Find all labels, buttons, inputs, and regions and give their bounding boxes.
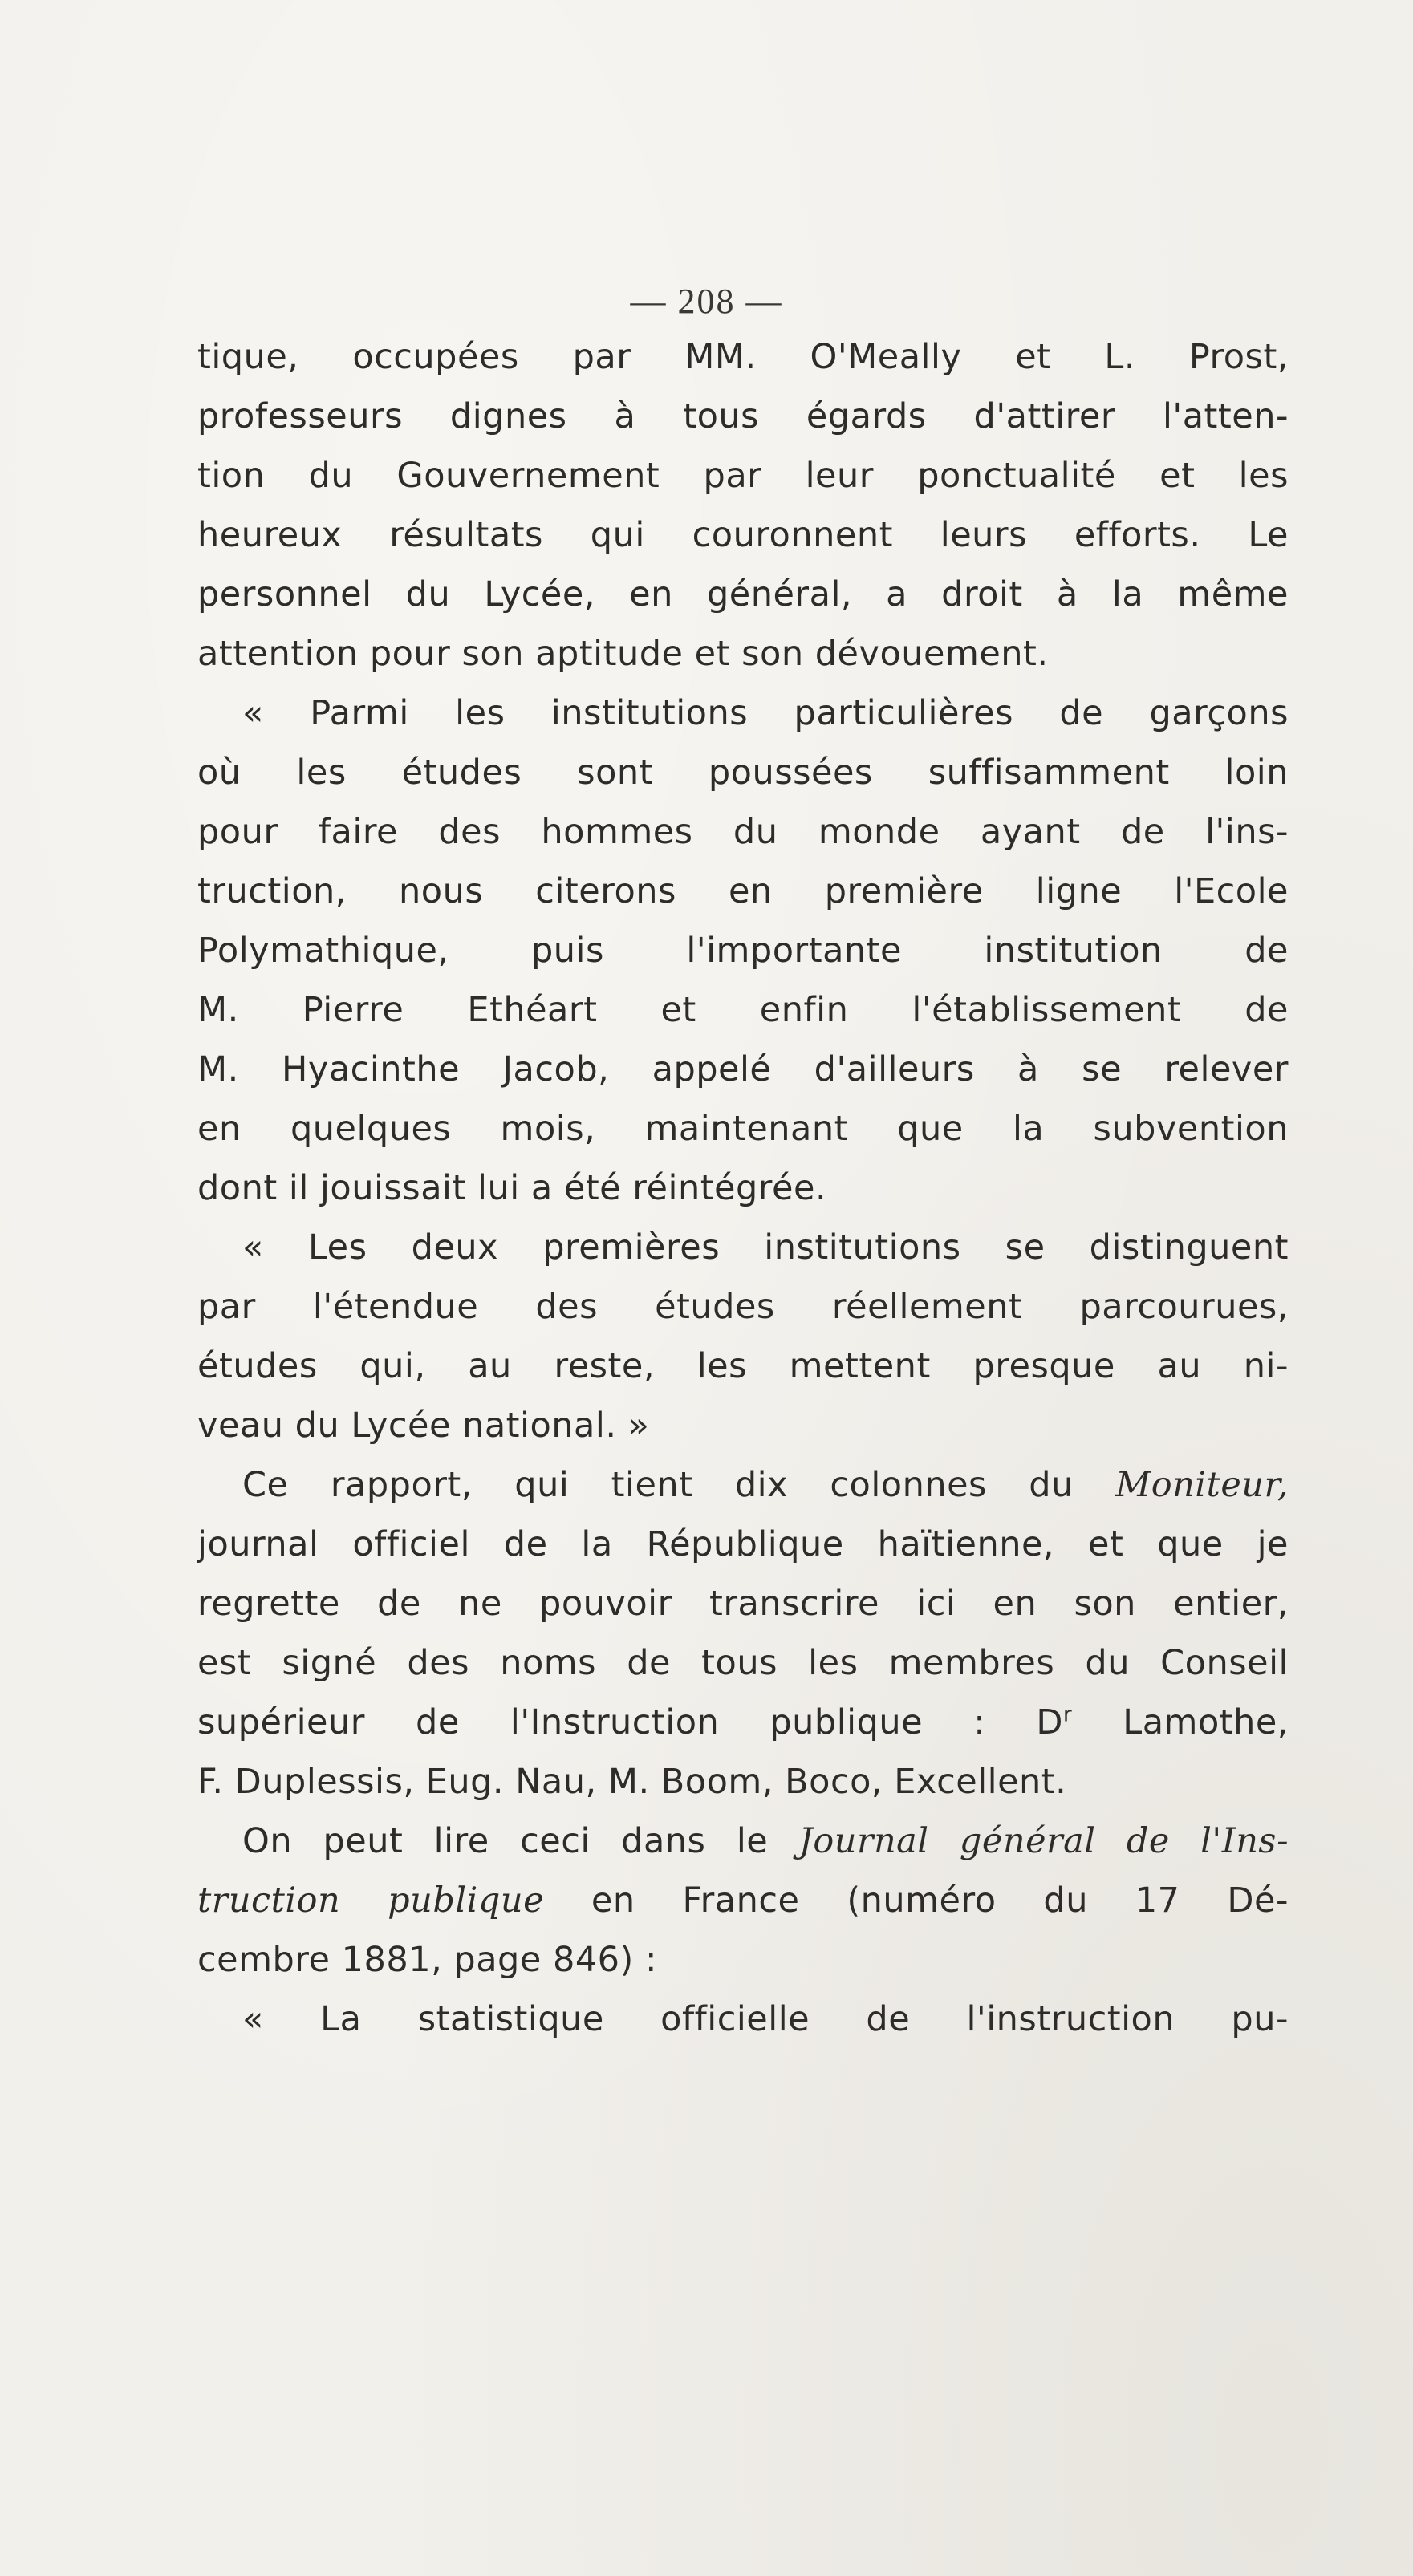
body-text <box>197 327 1289 2049</box>
text-line: études qui, au reste, les mettent presque au ni- <box>197 1346 1289 1386</box>
text-line: attention pour son aptitude et son dévouement. <box>197 634 1049 674</box>
text-line: où les études sont poussées suffisamment loin <box>197 753 1289 793</box>
text-line <box>197 1871 1289 1930</box>
text-line: en quelques mois, maintenant que la subvention <box>197 1109 1289 1149</box>
text-line: « Les deux premières institutions se distinguent <box>242 1227 1289 1268</box>
text-line: journal officiel de la République haïtienne, et que je <box>197 1524 1289 1564</box>
text-line: heureux résultats qui couronnent leurs efforts. Le <box>197 515 1289 555</box>
text-line: est signé des noms de tous les membres du Conseil <box>197 1643 1289 1683</box>
text-line: personnel du Lycée, en général, a droit à la même <box>197 574 1289 615</box>
superscript-r: r <box>1062 1702 1073 1727</box>
text-line <box>197 1693 1289 1752</box>
text-segment: Lamothe, <box>1072 1702 1289 1742</box>
text-line <box>197 1811 1289 1871</box>
text-line: tion du Gouvernement par leur ponctualité et les <box>197 456 1289 496</box>
text-line: veau du Lycée national. » <box>197 1406 650 1446</box>
text-line: regrette de ne pouvoir transcrire ici en son entier, <box>197 1584 1289 1624</box>
text-line: Polymathique, puis l'importante institution de <box>197 931 1289 971</box>
text-line: M. Pierre Ethéart et enfin l'établissement de <box>197 990 1289 1030</box>
text-line: truction, nous citerons en première ligne l'Ecole <box>197 871 1289 911</box>
text-line <box>197 1455 1289 1515</box>
text-line: tique, occupées par MM. O'Meally et L. Prost, <box>197 337 1289 377</box>
text-segment: en France (numéro du 17 Dé- <box>544 1880 1289 1921</box>
text-line: cembre 1881, page 846) : <box>197 1940 657 1980</box>
text-line: « Parmi les institutions particulières de garçons <box>242 693 1289 733</box>
text-line: F. Duplessis, Eug. Nau, M. Boom, Boco, Excellent. <box>197 1762 1067 1802</box>
text-line: dont il jouissait lui a été réintégrée. <box>197 1168 827 1208</box>
text-line: « La statistique officielle de l'instruction pu- <box>242 1999 1289 2039</box>
italic-title-moniteur: Moniteur, <box>1115 1465 1289 1505</box>
text-line: M. Hyacinthe Jacob, appelé d'ailleurs à se relever <box>197 1049 1289 1089</box>
text-line: professeurs dignes à tous égards d'attirer l'atten- <box>197 396 1289 436</box>
text-line: pour faire des hommes du monde ayant de l'ins- <box>197 812 1289 852</box>
text-segment: On peut lire ceci dans le <box>242 1821 769 1861</box>
italic-journal-title: truction publique <box>197 1880 545 1921</box>
italic-journal-title: Journal général de l'Ins- <box>798 1821 1289 1861</box>
text-segment: supérieur de l'Instruction publique : D <box>197 1702 1063 1742</box>
text-segment: Ce rapport, qui tient dix colonnes du <box>242 1465 1074 1505</box>
page-number: — 208 — <box>630 282 783 321</box>
text-line: par l'étendue des études réellement parcourues, <box>197 1287 1289 1327</box>
